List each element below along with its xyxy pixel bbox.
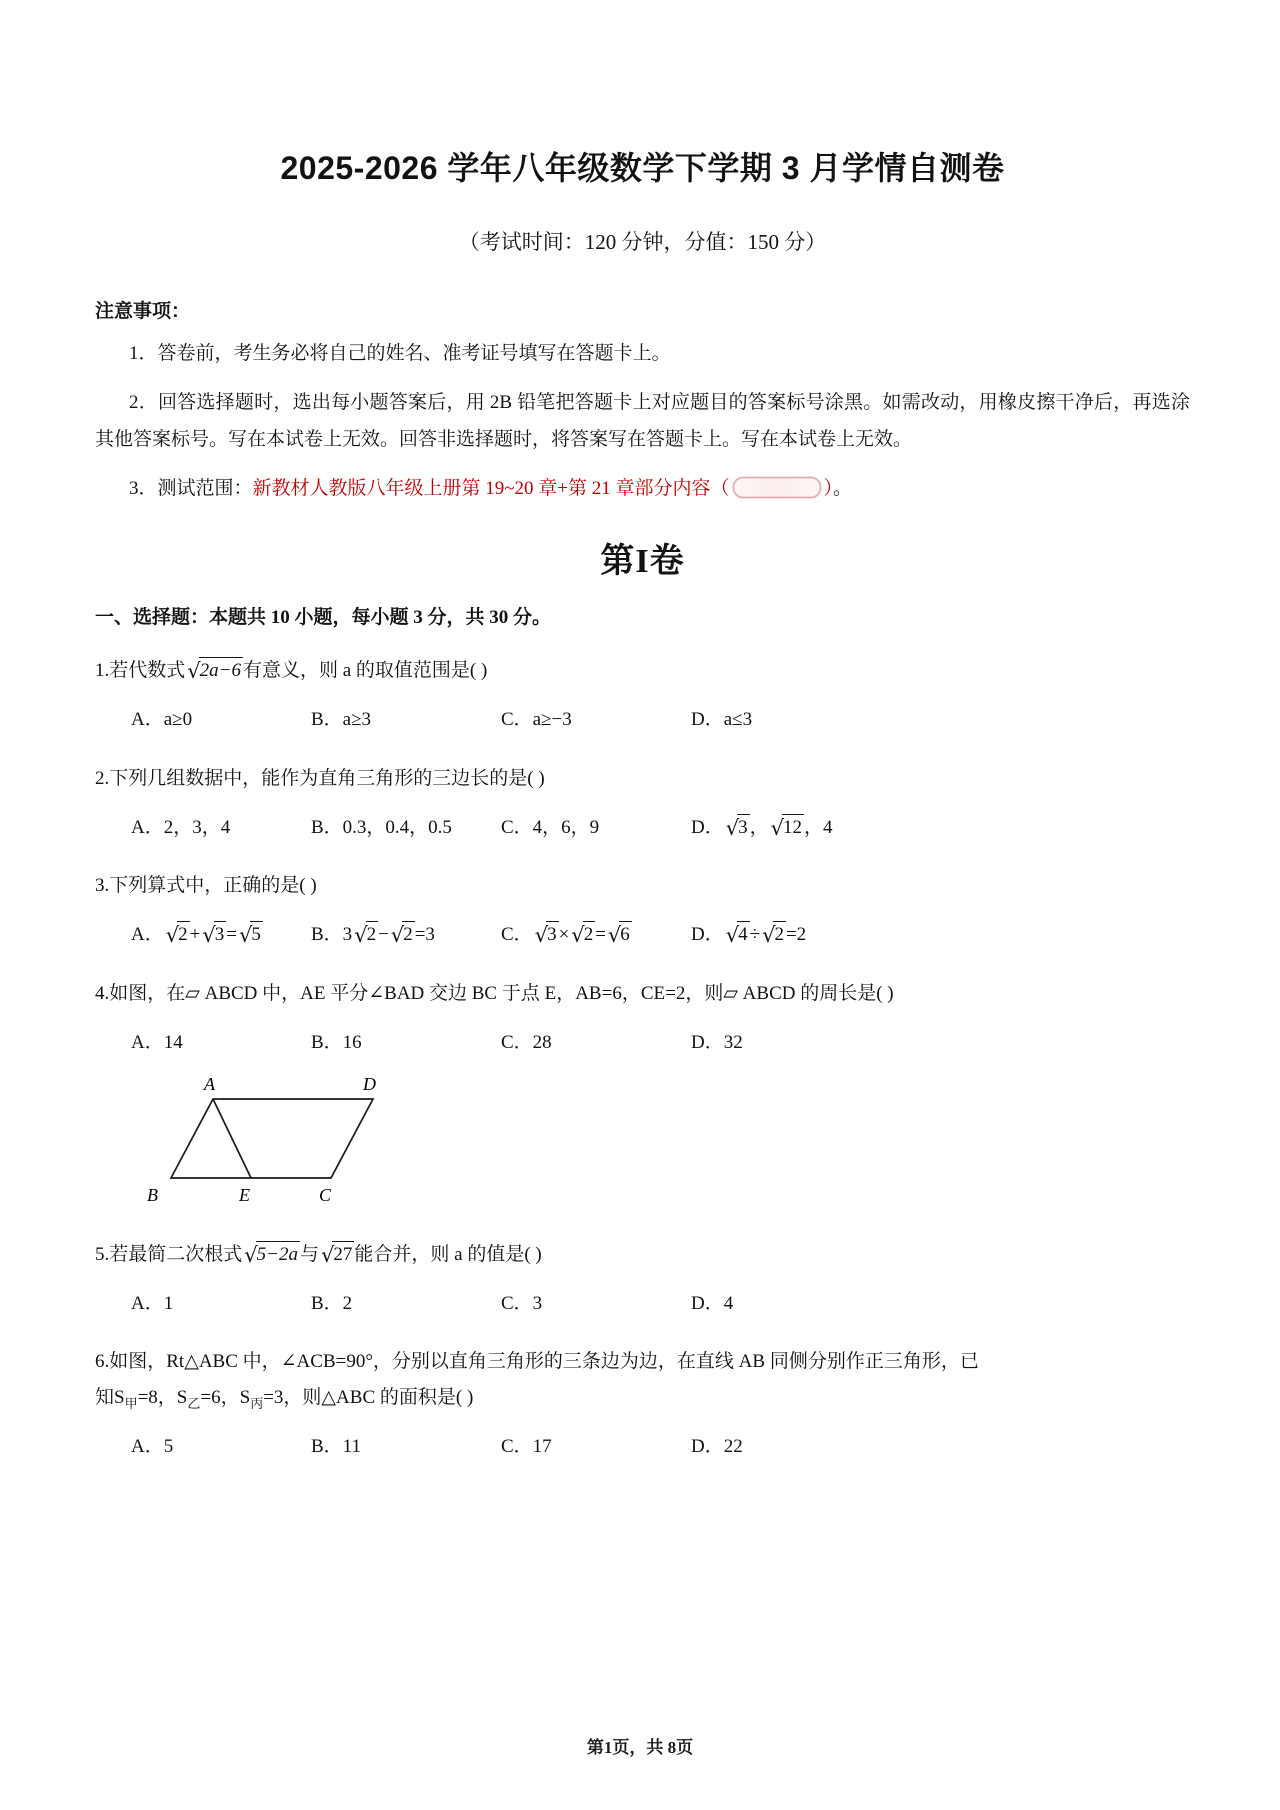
radicand: 12 xyxy=(782,814,804,841)
radicand: 2 xyxy=(366,921,379,948)
radicand: 3 xyxy=(737,814,750,841)
sqrt-expression xyxy=(352,919,378,951)
parallelogram-abcd-figure xyxy=(141,1073,441,1208)
radical-sign-icon: √ xyxy=(571,923,585,948)
radicand: 2 xyxy=(402,921,415,948)
label-C: C xyxy=(319,1184,332,1205)
part-heading: 第I卷 xyxy=(600,543,685,581)
label-E: E xyxy=(239,1184,250,1205)
radical-sign-icon: √ xyxy=(244,1242,258,1267)
radicand: 4 xyxy=(737,921,750,948)
choice-b[interactable]: B．11 xyxy=(311,1436,361,1458)
choice-b[interactable]: B．16 xyxy=(311,1031,362,1053)
radicand: 5−2a xyxy=(256,1241,300,1268)
radicand: 2 xyxy=(177,921,190,948)
question-4-number: 4. xyxy=(95,982,110,1004)
choice-d[interactable] xyxy=(691,812,891,844)
question-4-stem xyxy=(95,952,1190,1011)
notice-item-3: 3．测试范围：新教材人教版八年级上册第 19~20 章+第 21 章部分内容（ ）。 xyxy=(129,478,853,500)
question-5-text-before: 若最简二次根式 xyxy=(109,1243,243,1265)
choice-c[interactable]: C．17 xyxy=(501,1436,552,1458)
question-1-text-before: 若代数式 xyxy=(109,660,186,682)
redacted-box xyxy=(733,477,821,498)
question-1-text-after: 有意义，则 a 的取值范围是( ) xyxy=(242,660,488,682)
question-6-stem xyxy=(95,1320,1190,1415)
label-B: B xyxy=(147,1184,158,1205)
question-6-v3: =3，则△ABC 的面积是( ) xyxy=(263,1386,474,1408)
sqrt-expression xyxy=(606,919,632,951)
radical-sign-icon: √ xyxy=(321,1242,335,1267)
sqrt-expression xyxy=(724,812,750,844)
radical-sign-icon: √ xyxy=(534,923,549,948)
radical-sign-icon: √ xyxy=(762,923,776,948)
question-5-choices xyxy=(95,1272,1190,1320)
question-1-choices xyxy=(95,688,1190,736)
sqrt-expression xyxy=(569,919,595,951)
sqrt-expression xyxy=(242,1237,300,1272)
question-3-text: 下列算式中，正确的是( ) xyxy=(109,875,317,897)
question-2-stem xyxy=(95,737,1190,796)
question-6-number: 6. xyxy=(95,1351,110,1373)
subscript-bing: 丙 xyxy=(250,1395,264,1411)
radical-sign-icon: √ xyxy=(770,815,785,840)
radical-sign-icon: √ xyxy=(607,923,622,948)
radical-sign-icon: √ xyxy=(165,923,180,948)
subscript-jia: 甲 xyxy=(124,1395,138,1411)
question-4-text: 如图，在▱ ABCD 中，AE 平分∠BAD 交边 BC 于点 E，AB=6，CE=2，则▱ ABCD 的周长是( ) xyxy=(109,982,894,1004)
subscript-yi: 乙 xyxy=(187,1395,201,1411)
radical-sign-icon: √ xyxy=(390,923,405,948)
choice-a[interactable]: A．1 xyxy=(131,1293,174,1315)
choice-d[interactable]: D．4 xyxy=(691,1293,734,1315)
radicand: 3 xyxy=(546,921,559,948)
question-5-text-after: 能合并，则 a 的值是( ) xyxy=(354,1243,542,1265)
exam-subtitle: （考试时间：120 分钟，分值：150 分） xyxy=(458,230,827,254)
choice-c[interactable]: C．4，6，9 xyxy=(501,816,600,838)
question-6-text-line1: 如图，Rt△ABC 中，∠ACB=90°，分别以直角三角形的三条边为边，在直线 AB 同侧分别作正三角形，已 xyxy=(109,1351,979,1373)
sqrt-expression xyxy=(164,919,190,951)
label-D: D xyxy=(363,1073,376,1094)
radicand: 6 xyxy=(619,921,632,948)
question-6-choices xyxy=(95,1415,1190,1463)
radical-sign-icon: √ xyxy=(202,923,216,948)
question-5-stem xyxy=(95,1213,1190,1272)
sqrt-expression xyxy=(319,1237,354,1272)
radicand: 5 xyxy=(250,921,263,948)
test-scope-text: 新教材人教版八年级上册第 19~20 章+第 21 章部分内容 xyxy=(252,478,711,500)
question-2-number: 2. xyxy=(95,767,110,789)
question-3-stem xyxy=(95,844,1190,903)
question-5-number: 5. xyxy=(95,1243,110,1265)
sqrt-expression xyxy=(237,919,263,951)
question-5-text-mid: 与 xyxy=(299,1243,319,1265)
question-4-choices xyxy=(95,1011,1190,1059)
radicand: 3 xyxy=(214,921,227,948)
choice-a[interactable]: A．√2 +√3 =√5 xyxy=(131,919,311,951)
choice-c[interactable]: C．28 xyxy=(501,1031,552,1053)
sqrt-expression xyxy=(769,812,804,844)
radical-sign-icon: √ xyxy=(725,815,740,840)
radical-sign-icon: √ xyxy=(238,923,253,948)
notice-item-1: 1．答卷前，考生务必将自己的姓名、准考证号填写在答题卡上。 xyxy=(129,343,671,364)
question-6-v2: =6，S xyxy=(200,1386,251,1408)
radicand: 2 xyxy=(583,921,596,948)
choice-d-prefix: D． xyxy=(691,816,724,838)
radical-sign-icon: √ xyxy=(725,923,740,948)
choice-a[interactable]: A．14 xyxy=(131,1031,183,1053)
choice-b[interactable]: B．2 xyxy=(311,1293,353,1315)
question-4-figure xyxy=(95,1059,1190,1213)
choice-d-mid: ， xyxy=(749,816,769,838)
sqrt-expression xyxy=(724,919,750,951)
choice-d[interactable]: D．√4 ÷√2 =2 xyxy=(691,919,891,951)
notice-item-2: 2．回答选择题时，选出每小题答案后，用 2B 铅笔把答题卡上对应题目的答案标号涂黑。如需改动，用橡皮擦干净后，再选涂其他答案标号。写在本试卷上无效。回答非选择题时，将答案写在答题卡上。写在本试卷上无效。 xyxy=(95,392,1190,451)
question-3-number: 3. xyxy=(95,875,110,897)
section-intro: 一、选择题：本题共 10 小题，每小题 3 分，共 30 分。 xyxy=(95,607,552,629)
notice-item-3-suffix: 。 xyxy=(833,478,853,500)
radicand: 2 xyxy=(773,921,786,948)
radicand: 27 xyxy=(332,1241,354,1268)
choice-c[interactable]: C．a≥−3 xyxy=(501,709,572,731)
choice-d[interactable]: D．22 xyxy=(691,1436,743,1458)
question-2-choices xyxy=(95,796,1190,844)
choice-d[interactable]: D．32 xyxy=(691,1031,743,1053)
sqrt-expression xyxy=(760,919,786,951)
sqrt-expression xyxy=(185,653,243,688)
choice-a[interactable]: A．2，3，4 xyxy=(131,816,231,838)
question-6-v1: =8，S xyxy=(137,1386,188,1408)
choice-d[interactable]: D．a≤3 xyxy=(691,709,753,731)
label-A: A xyxy=(204,1073,215,1094)
choice-b[interactable]: B．3√2 −√2 =3 xyxy=(311,919,501,951)
radical-sign-icon: √ xyxy=(187,659,201,684)
sqrt-expression xyxy=(200,919,226,951)
sqrt-expression xyxy=(533,919,559,951)
question-3-choices xyxy=(95,903,1190,951)
radicand: 2a−6 xyxy=(199,657,243,684)
question-1-number: 1. xyxy=(95,660,110,682)
sqrt-expression xyxy=(389,919,415,951)
notice-heading: 注意事项： xyxy=(95,301,191,322)
choice-c[interactable]: C．3 xyxy=(501,1293,543,1315)
question-2-text: 下列几组数据中，能作为直角三角形的三边长的是( ) xyxy=(109,767,545,789)
page-content xyxy=(90,0,1190,1464)
choice-a[interactable]: A．a≥0 xyxy=(131,709,193,731)
choice-a[interactable]: A．5 xyxy=(131,1436,174,1458)
choice-b[interactable]: B．a≥3 xyxy=(311,709,372,731)
notice-item-3-prefix: 3．测试范围： xyxy=(129,478,253,500)
choice-b[interactable]: B．0.3，0.4，0.5 xyxy=(311,816,452,838)
choice-d-suffix: ，4 xyxy=(804,816,833,838)
page-title: 2025-2026 学年八年级数学下学期 3 月学情自测卷 xyxy=(280,150,1005,186)
question-1-stem xyxy=(95,629,1190,688)
radical-sign-icon: √ xyxy=(354,923,368,948)
question-6-text-line2-prefix: 知S xyxy=(95,1386,125,1408)
choice-c[interactable]: C．√3 ×√2 =√6 xyxy=(501,919,691,951)
page-footer: 第1页，共 8页 xyxy=(586,1738,694,1757)
